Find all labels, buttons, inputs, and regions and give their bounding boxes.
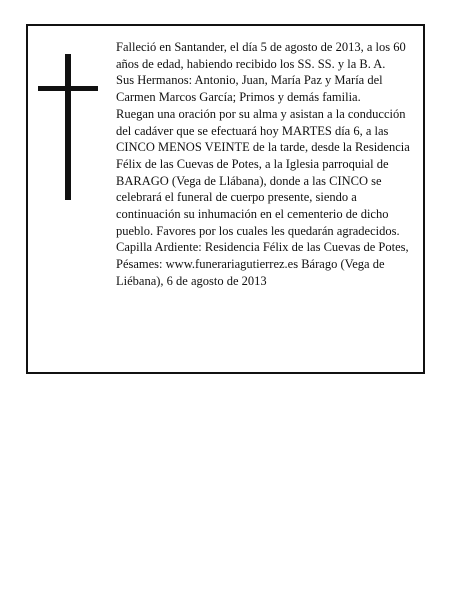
condolences-info: Pésames: www.funerariagutierrez.es Bárago (Vega de Liébana), 6 de agosto de 2013 bbox=[116, 257, 385, 288]
funeral-details: Ruegan una oración por su alma y asistan a la conducción del cadáver que se efectuará hoy MARTES día 6, a las CINCO MENOS VEINTE de la tarde, desde la Residencia Félix de las Cuevas de Potes, a la Iglesia parroquial de BARAGO (Vega de Llábana), donde a las CINCO se celebrará el funeral de cuerpo presente, siendo a continuación su inhumación en el cementerio de dicho pueblo. Favores por los cuales les quedarán agradecidos. Capilla Ardiente: Residencia Félix de las Cuevas de Potes, bbox=[116, 106, 410, 255]
cross-horizontal-bar bbox=[38, 86, 98, 91]
cross-icon bbox=[38, 54, 98, 200]
death-announcement: Falleció en Santander, el día 5 de agosto de 2013, a los 60 años de edad, habiendo recibido los SS. SS. y la B. A. bbox=[116, 40, 406, 71]
family-list: Sus Hermanos: Antonio, Juan, María Paz y María del Carmen Marcos García; Primos y demás familia. bbox=[116, 73, 383, 105]
notice-text bbox=[116, 39, 416, 290]
obituary-notice bbox=[26, 24, 425, 374]
cross-vertical-bar bbox=[65, 54, 71, 200]
